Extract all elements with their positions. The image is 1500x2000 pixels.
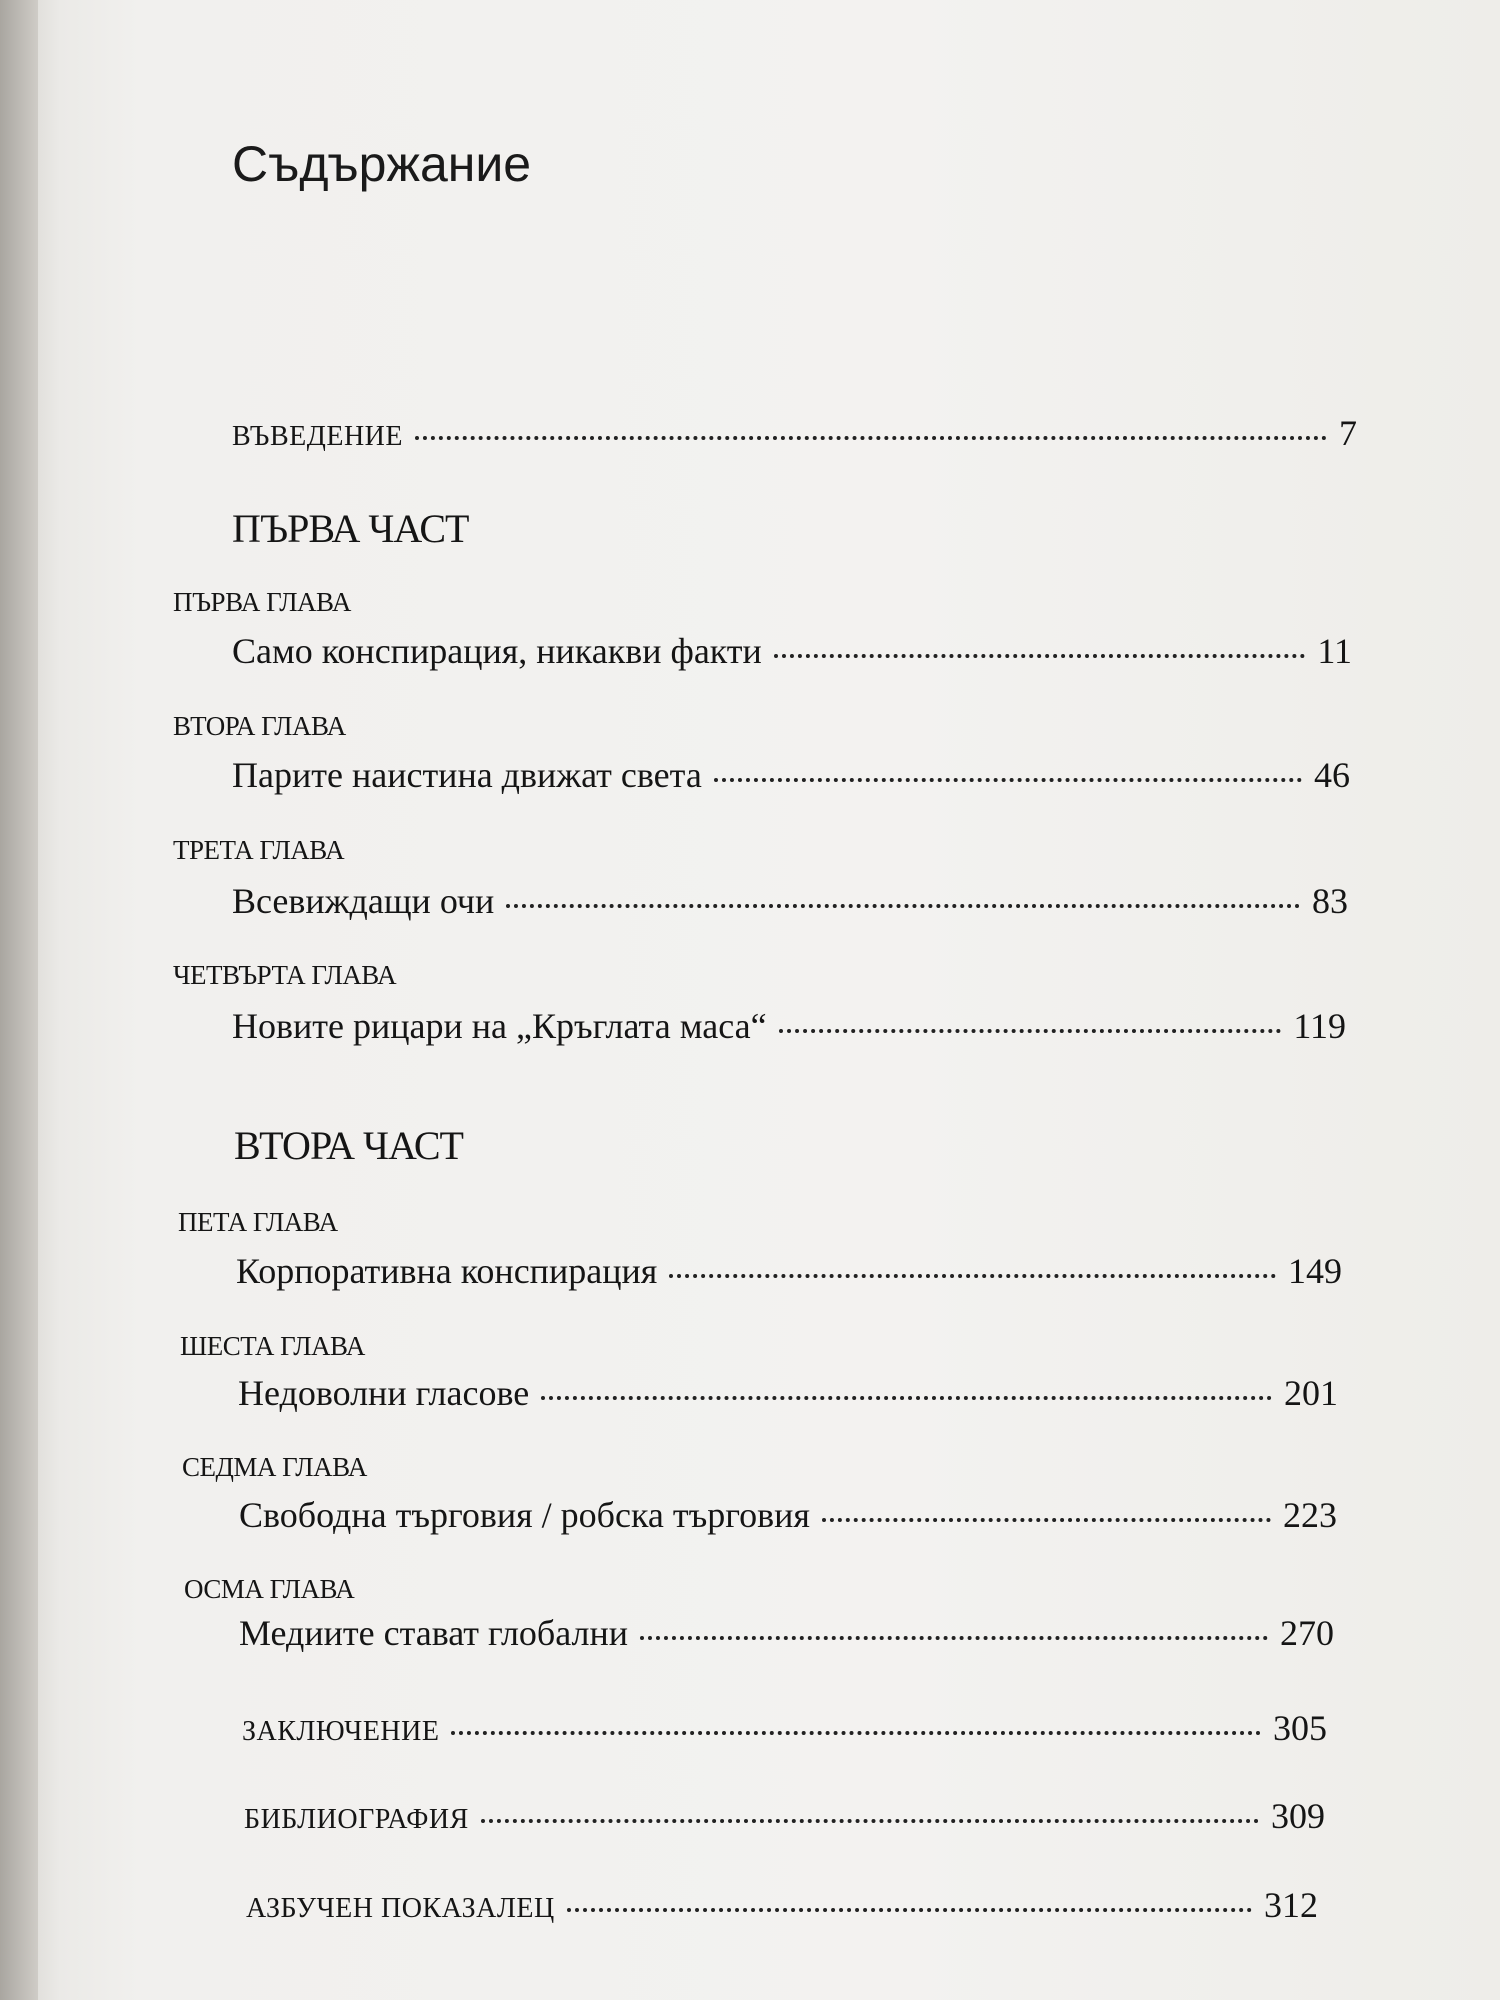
- toc-entry-label: ВЪВЕДЕНИЕ: [232, 421, 403, 452]
- chapter-title: Свободна търговия / робска търговия: [239, 1495, 810, 1535]
- toc-entry-index: [246, 1884, 1318, 1932]
- dot-leader: [774, 654, 1306, 658]
- toc-entry-chapter-7: [239, 1494, 1337, 1542]
- chapter-title: Парите наистина движат света: [232, 755, 702, 795]
- toc-page-number: 223: [1283, 1495, 1337, 1535]
- toc-entry-chapter-6: [238, 1372, 1338, 1420]
- page-gutter: [0, 0, 38, 2000]
- toc-entry-introduction: [232, 412, 1357, 460]
- toc-page-number: 309: [1271, 1796, 1325, 1836]
- toc-page-number: 119: [1293, 1006, 1346, 1046]
- chapter-title: Корпоративна конспирация: [236, 1251, 658, 1291]
- toc-entry-chapter-2: [232, 754, 1350, 802]
- chapter-label-3: ТРЕТА ГЛАВА: [173, 835, 345, 865]
- dot-leader: [714, 778, 1302, 782]
- toc-entry-bibliography: [244, 1795, 1325, 1843]
- chapter-title: Медиите стават глобални: [239, 1613, 629, 1653]
- toc-entry-chapter-3: [232, 880, 1348, 928]
- chapter-label-6: ШЕСТА ГЛАВА: [180, 1331, 365, 1361]
- dot-leader: [640, 1636, 1268, 1640]
- chapter-title: Новите рицари на „Кръглата маса“: [232, 1006, 767, 1046]
- chapter-title: Недоволни гласове: [238, 1373, 530, 1413]
- dot-leader: [669, 1274, 1276, 1278]
- chapter-label-7: СЕДМА ГЛАВА: [182, 1452, 367, 1482]
- dot-leader: [506, 904, 1300, 908]
- toc-entry-chapter-5: [236, 1250, 1342, 1298]
- toc-page-number: 46: [1314, 755, 1350, 795]
- chapter-label-5: ПЕТА ГЛАВА: [178, 1207, 338, 1237]
- page-title: Съдържание: [232, 136, 532, 192]
- toc-entry-label: БИБЛИОГРАФИЯ: [244, 1804, 469, 1835]
- toc-page-number: 149: [1288, 1251, 1342, 1291]
- toc-entry-chapter-8: [239, 1612, 1334, 1660]
- toc-page-number: 83: [1312, 881, 1348, 921]
- part-heading-2: ВТОРА ЧАСТ: [234, 1123, 463, 1168]
- chapter-label-8: ОСМА ГЛАВА: [184, 1574, 355, 1604]
- chapter-label-4: ЧЕТВЪРТА ГЛАВА: [173, 960, 397, 990]
- dot-leader: [415, 436, 1327, 440]
- dot-leader: [451, 1731, 1261, 1735]
- toc-entry-chapter-1: [232, 630, 1352, 678]
- toc-page-number: 201: [1284, 1373, 1338, 1413]
- dot-leader: [822, 1518, 1271, 1522]
- chapter-label-1: ПЪРВА ГЛАВА: [173, 587, 351, 617]
- toc-entry-conclusion: [242, 1707, 1327, 1755]
- toc-page-number: 270: [1280, 1613, 1334, 1653]
- dot-leader: [481, 1819, 1259, 1823]
- toc-page-number: 11: [1317, 631, 1352, 671]
- toc-page-number: 305: [1273, 1708, 1327, 1748]
- dot-leader: [779, 1029, 1282, 1033]
- dot-leader: [541, 1396, 1272, 1400]
- toc-entry-label: АЗБУЧЕН ПОКАЗАЛЕЦ: [246, 1893, 555, 1924]
- toc-page-number: 312: [1264, 1885, 1318, 1925]
- chapter-title: Само конспирация, никакви факти: [232, 631, 762, 671]
- toc-entry-label: ЗАКЛЮЧЕНИЕ: [242, 1716, 440, 1747]
- chapter-title: Всевиждащи очи: [232, 881, 495, 921]
- dot-leader: [567, 1908, 1252, 1912]
- toc-page-number: 7: [1339, 413, 1357, 453]
- part-heading-1: ПЪРВА ЧАСТ: [232, 506, 469, 551]
- toc-entry-chapter-4: [232, 1005, 1346, 1053]
- chapter-label-2: ВТОРА ГЛАВА: [173, 711, 346, 741]
